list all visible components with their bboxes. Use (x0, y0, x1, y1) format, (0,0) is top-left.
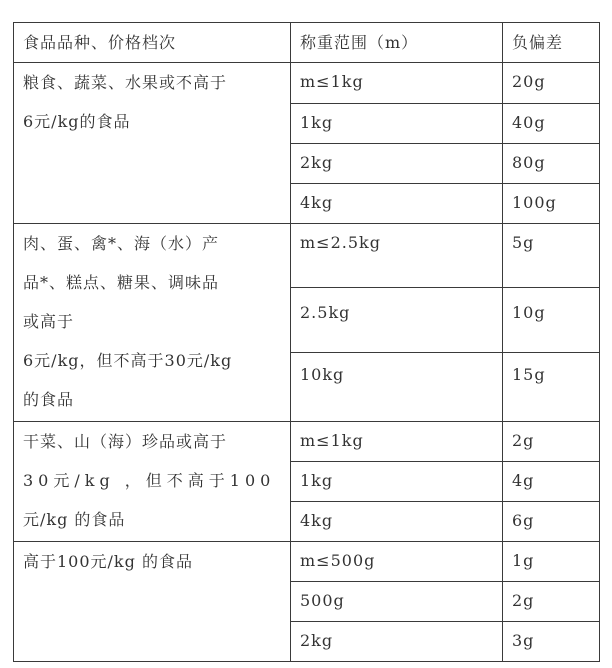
category-line: 6元/kg的食品 (23, 112, 131, 131)
category-line: 6元/kg，但不高于30元/kg (23, 351, 233, 370)
category-cell (14, 224, 291, 422)
deviation-cell: 3g (503, 622, 600, 662)
category-line: 或高于 (23, 312, 75, 331)
range-cell: m≤1kg (291, 63, 503, 104)
range-cell: 2.5kg (291, 288, 503, 353)
deviation-cell: 40g (503, 104, 600, 144)
deviation-cell: 100g (503, 184, 600, 224)
range-cell: 4kg (291, 184, 503, 224)
header-deviation: 负偏差 (503, 23, 600, 63)
deviation-cell: 6g (503, 502, 600, 542)
category-cell (14, 422, 291, 542)
header-category: 食品品种、价格档次 (14, 23, 291, 63)
range-cell: m≤1kg (291, 422, 503, 462)
category-line: 干菜、山（海）珍品或高于 (23, 432, 228, 451)
deviation-cell: 2g (503, 422, 600, 462)
category-cell (14, 63, 291, 224)
deviation-cell: 4g (503, 462, 600, 502)
category-line: 粮食、蔬菜、水果或不高于 (23, 73, 228, 92)
deviation-cell: 5g (503, 224, 600, 288)
deviation-cell: 2g (503, 582, 600, 622)
deviation-cell: 1g (503, 542, 600, 582)
category-line: 元/kg 的食品 (23, 510, 126, 529)
range-cell: 10kg (291, 353, 503, 422)
category-line: 肉、蛋、禽*、海（水）产 (23, 234, 220, 253)
table-row (14, 542, 600, 582)
range-cell: 4kg (291, 502, 503, 542)
table-row (14, 224, 600, 288)
deviation-cell: 10g (503, 288, 600, 353)
range-cell: 2kg (291, 622, 503, 662)
range-cell: 1kg (291, 104, 503, 144)
range-cell: 1kg (291, 462, 503, 502)
category-line: 品*、糕点、糖果、调味品 (23, 273, 220, 292)
deviation-cell: 15g (503, 353, 600, 422)
deviation-cell: 80g (503, 144, 600, 184)
range-cell: m≤2.5kg (291, 224, 503, 288)
table-row (14, 422, 600, 462)
range-cell: m≤500g (291, 542, 503, 582)
header-range: 称重范围（m） (291, 23, 503, 63)
category-line: 高于100元/kg 的食品 (23, 552, 193, 571)
category-line: 的食品 (23, 390, 75, 409)
category-cell (14, 542, 291, 662)
range-cell: 2kg (291, 144, 503, 184)
table-header-row (14, 23, 600, 63)
deviation-cell: 20g (503, 63, 600, 104)
weight-deviation-table (13, 22, 600, 662)
category-line: 30元/kg ，但不高于100 (23, 471, 276, 490)
table-row (14, 63, 600, 104)
range-cell: 500g (291, 582, 503, 622)
